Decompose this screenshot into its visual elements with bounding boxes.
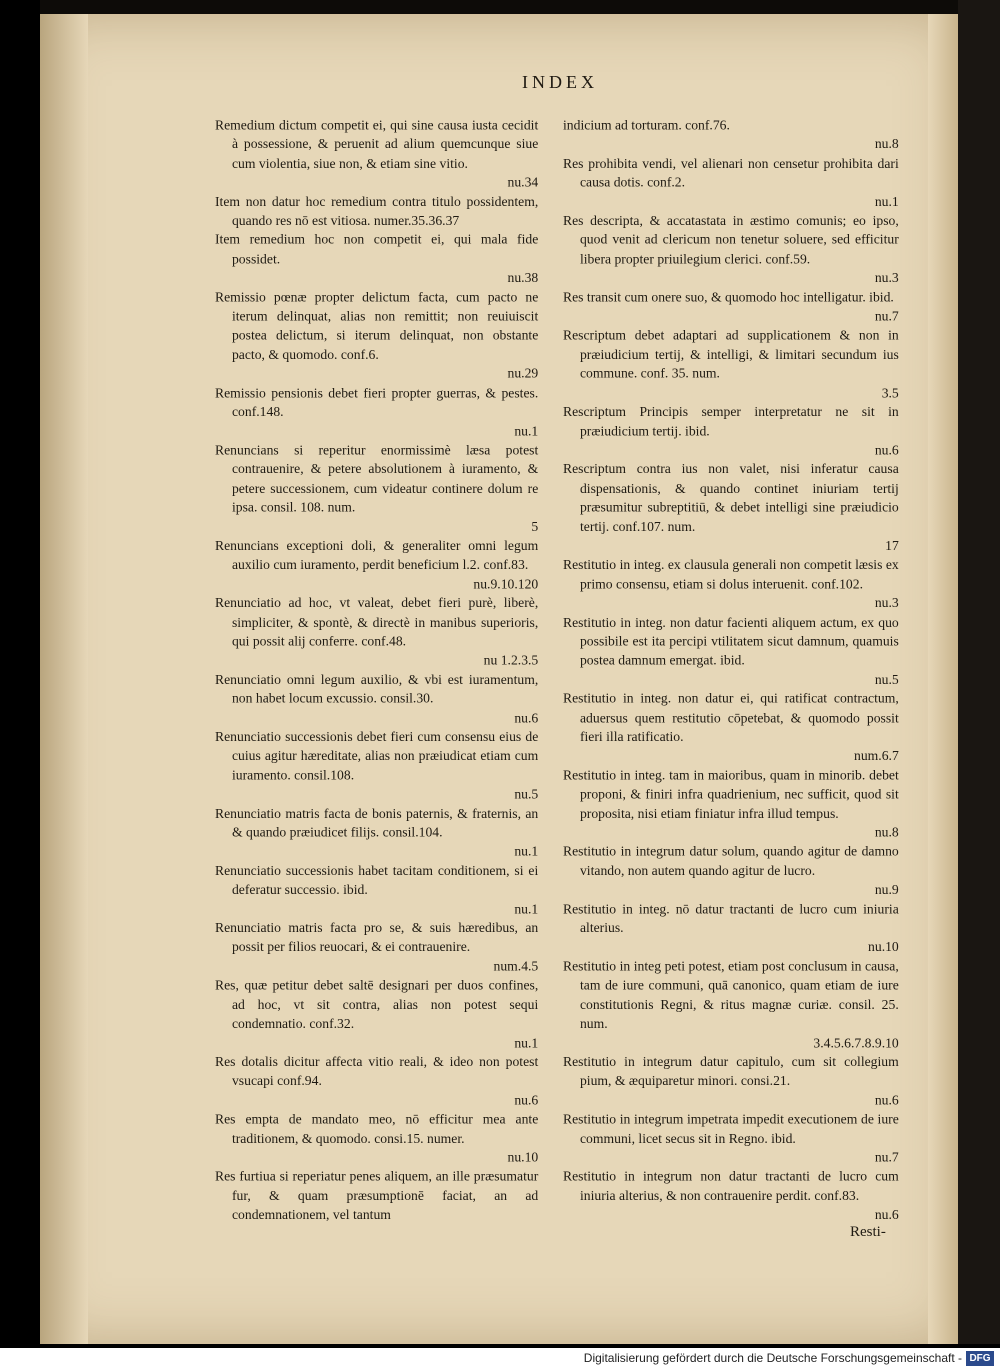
index-entry-reference: 3.4.5.6.7.8.9.10 [813, 1035, 899, 1051]
index-entry-text: Item remedium hoc non competit ei, qui mala fide possidet. [215, 232, 539, 267]
index-entry [563, 766, 899, 842]
index-entry [215, 116, 538, 192]
index-entry-reference: nu.9.10.120 [473, 576, 539, 592]
index-entry [563, 460, 899, 556]
index-entry [215, 1167, 538, 1224]
index-entry [215, 441, 538, 537]
index-entry-text: Res transit cum onere suo, & quomodo hoc intelligatur. ibid. [563, 289, 894, 306]
index-entry-reference: nu.10 [507, 1150, 539, 1166]
index-entry-text: Restitutio in integ. non datur ei, qui ratificat contractum, aduersus quem restitutio cōpetebat, & quomodo possit fieri illa ratificatio. [563, 691, 899, 745]
index-entry-text: Restitutio in integrum datur solum, quando agitur de damno vitando, non autem quando agitur de lucro. [563, 844, 899, 879]
index-entry-reference: nu.1 [514, 423, 539, 439]
right-dark-margin [958, 0, 1000, 1348]
index-entry-reference: nu.3 [874, 595, 899, 611]
index-entry-reference: nu.29 [507, 366, 539, 382]
index-entry [215, 1110, 538, 1167]
index-entry [563, 212, 899, 288]
index-entry-text: Restitutio in integ. tam in maioribus, quam in minorib. debet proponi, & finiri infra quadrienium, nec sufficit, quod sit proposita, nisi etiam finiatur infra illud tempus. [563, 767, 899, 822]
index-entry-reference: nu.1 [514, 1035, 539, 1051]
index-column-left [215, 116, 538, 1225]
index-entry-text: Remedium dictum competit ei, qui sine causa iusta cecidit à possessione, & peruenit ad alium quemcunque siue cum violentia, siue non, & etiam sine vitio. [215, 117, 539, 172]
index-entry [215, 231, 538, 288]
index-entry [563, 689, 899, 765]
index-entry [215, 537, 538, 594]
index-entry-text: Item non datur hoc remedium contra titulo possidentem, quando res nō est vitiosa. numer.35.36.37 [215, 194, 539, 229]
index-entry-text: Res, quæ petitur debet saltē designari per duos confines, ad hoc, vt sit contra, alias non potest sequi condemnatio. conf.32. [215, 977, 539, 1032]
index-entry-reference: nu.9 [874, 882, 899, 898]
index-entry [215, 1053, 538, 1110]
dfg-logo: DFG [966, 1351, 994, 1366]
index-entry [215, 728, 538, 804]
index-entry [563, 116, 899, 154]
index-entry [563, 403, 899, 460]
index-entry-reference: nu.10 [868, 939, 899, 955]
index-entry-text: Restitutio in integ peti potest, etiam post conclusum in causa, tam de iure communi, quā canonico, quam etiam de iure constitutionis Regni, & ritus magnæ curiæ. consil. 25. num. [563, 958, 899, 1032]
index-entry-text: Rescriptum contra ius non valet, nisi inferatur causa dispensationis, & quando continet iniuriam tertij præsumitur subreptitiū, & debet intelligi sine præiudicio tertij. conf.107. num. [563, 461, 899, 535]
index-entry [563, 842, 899, 899]
index-entry-text: Restitutio in integrum impetrata impedit executionem de iure communi, licet secus sit in Regno. ibid. [563, 1111, 899, 1147]
index-entry-reference: num.4.5 [493, 958, 539, 975]
page-edge [928, 14, 958, 1344]
index-entry-reference: nu.1 [514, 901, 539, 917]
index-entry-text: Res prohibita vendi, vel alienari non censetur prohibita dari causa dotis. conf.2. [563, 156, 899, 191]
index-entry-text: Res furtiua si reperiatur penes aliquem, an ille præsumatur fur, & quam præsumptionē faciat, an ad condemnationem, vel tantum [215, 1169, 539, 1223]
index-entry-reference: nu.1 [514, 844, 539, 860]
index-entry-reference: nu 1.2.3.5 [483, 653, 539, 669]
left-dark-margin [0, 0, 40, 1348]
index-entry-text: Renunciatio successionis debet fieri cum consensu eius de cuius agitur hæreditate, alias non præiudicat etiam cum iuramento. consil.108. [215, 729, 539, 783]
index-entry-text: Restitutio in integrum datur capitulo, cum sit collegium pium, & æquiparetur minori. consi.21. [563, 1054, 899, 1089]
index-entry-text: Res dotalis dicitur affecta vitio reali, & ideo non potest vsucapi conf.94. [215, 1054, 539, 1089]
index-entry [215, 976, 538, 1052]
footer-credit: Digitalisierung gefördert durch die Deutsche Forschungsgemeinschaft - [583, 1351, 962, 1365]
index-entry [215, 288, 538, 384]
page-gutter [40, 14, 88, 1344]
index-entry-text: Res descripta, & accatastata in æstimo comunis; eo ipso, quod venit ad clericum non tenetur soluere, sed efficitur libera propter priuilegium clerici. conf.59. [563, 213, 899, 267]
index-entry-reference: nu.8 [874, 825, 899, 841]
index-entry-text: Remissio pensionis debet fieri propter guerras, & pestes. conf.148. [215, 385, 539, 420]
index-entry-reference: nu.1 [874, 194, 899, 210]
index-entry-reference: nu.6 [514, 710, 539, 726]
index-entry-text: Renunciatio omni legum auxilio, & vbi est iuramentum, non habet locum excussio. consil.30. [215, 672, 539, 707]
running-header: INDEX [522, 72, 598, 92]
index-entry [563, 957, 899, 1053]
index-entry-text: Restitutio in integ. ex clausula generali non competit læsis ex primo consensu, etiam si dolus interuenit. conf.102. [563, 557, 899, 592]
index-entry-reference: nu.38 [507, 270, 539, 286]
index-entry-reference: nu.6 [874, 1207, 899, 1223]
index-entry-reference: nu.34 [507, 175, 539, 191]
index-entry-reference: nu.6 [874, 442, 899, 458]
index-entry-reference: 17 [885, 538, 899, 554]
index-entry-text: indicium ad torturam. conf.76. [563, 117, 730, 133]
index-entry [563, 900, 899, 957]
catchword: Resti- [850, 1224, 886, 1240]
index-entry-text: Remissio pœnæ propter delictum facta, cum pacto ne iterum delinquat, alias non remittit; non reuiuiscit postea delictum, si iterum delinquat, non obstante pacto, & quomodo. conf.6. [215, 289, 539, 363]
index-entry-reference: nu.8 [874, 136, 899, 153]
index-entry-text: Renuncians si reperitur enormissimè læsa potest contrauenire, & petere absolutionem à iuramento, & petere successionem, cum videatur continere dolum re ipsa. consil. 108. num. [215, 442, 539, 516]
index-entry-text: Renunciatio successionis habet tacitam conditionem, si ei deferatur successio. ibid. [215, 863, 539, 898]
index-entry [215, 384, 538, 441]
index-entry-reference: 5 [531, 519, 539, 535]
index-entry-text: Renunciatio ad hoc, vt valeat, debet fieri purè, liberè, simpliciter, & spontè, & directè in manibus superioris, qui possit alij conferre. conf.48. [215, 595, 539, 650]
index-entry [215, 862, 538, 919]
footer-bar [0, 1348, 1000, 1369]
index-entry-reference: nu.5 [874, 672, 899, 688]
index-entry-reference: nu.6 [874, 1092, 899, 1108]
index-entry-text: Restitutio in integ. nō datur tractanti de lucro cum iniuria alterius. [563, 901, 899, 936]
index-entry [215, 670, 538, 727]
index-entry [563, 556, 899, 613]
index-entry-reference: nu.7 [874, 1150, 899, 1166]
index-entry [215, 919, 538, 976]
index-entry [215, 594, 538, 670]
index-entry-text: Renunciatio matris facta de bonis paternis, & fraternis, an & quando præiudicet filijs. consil.104. [215, 805, 539, 841]
index-entry-text: Restitutio in integrum non datur tractanti de lucro cum iniuria alterius, & non contrauenire perdit. conf.83. [563, 1169, 899, 1204]
index-entry [563, 1110, 899, 1167]
index-entry-text: Rescriptum debet adaptari ad supplicationem & non in præiudicium tertij, & intelligi, & limitari secundum ius commune. conf. 35. num. [563, 328, 899, 382]
index-column-right [563, 116, 899, 1225]
index-entry [563, 154, 899, 211]
index-entry-text: Restitutio in integ. non datur facienti aliquem actum, ex quo possibile est ita percipi vtilitatem sicut damnum, quamuis postea damnum emergat. ibid. [563, 614, 899, 669]
index-entry [215, 804, 538, 861]
index-entry [563, 1167, 899, 1224]
index-entry [563, 326, 899, 402]
index-entry-reference: nu.7 [874, 308, 899, 325]
index-entry-reference: num.6.7 [853, 748, 899, 764]
index-entry-text: Res empta de mandato meo, nō efficitur mea ante traditionem, & quomodo. consi.15. numer. [215, 1111, 539, 1147]
index-entry [215, 192, 538, 230]
index-entry [563, 1053, 899, 1110]
index-entry [563, 288, 899, 326]
index-entry-reference: nu.3 [874, 270, 899, 286]
index-entry-text: Renunciatio matris facta pro se, & suis hæredibus, an possit per filios reuocari, & ei contrauenire. [215, 920, 539, 955]
index-entry-text: Rescriptum Principis semper interpretatur ne sit in præiudicium tertij. ibid. [563, 404, 899, 439]
index-entry-text: Renuncians exceptioni doli, & generaliter omni legum auxilio cum iuramento, perdit beneficium l.2. conf.83. [215, 538, 539, 573]
index-entry-reference: 3.5 [881, 385, 899, 401]
index-entry-reference: nu.5 [514, 786, 539, 803]
index-entry [563, 613, 899, 689]
index-entry-reference: nu.6 [514, 1092, 539, 1108]
